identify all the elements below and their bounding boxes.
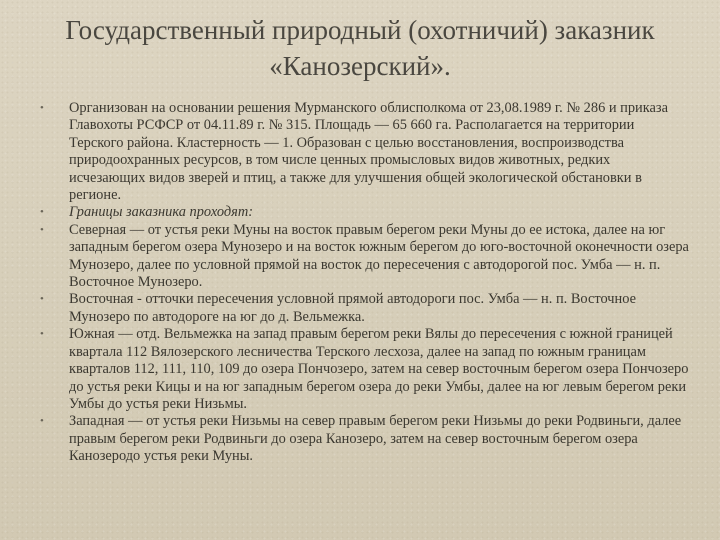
bullet-list xyxy=(40,100,690,466)
bullet-item-south-border xyxy=(40,326,690,413)
bullet-dot-icon: • xyxy=(40,415,44,428)
bullet-dot-icon: • xyxy=(40,293,44,306)
bullet-dot-icon: • xyxy=(40,102,44,114)
bullet-text: Северная — от устья реки Муны на восток правым берегом реки Муны до ее истока, далее на юг западным берегом озера Мунозеро и на восток южным берегом до юго-восточной оконечности озера Мунозеро, далее по условной прямой на восток до пересечения с автодорогой пос. Умба — н. п. Восточное Мунозеро. xyxy=(69,221,689,291)
bullet-text: Организован на основании решения Мурманского облисполкома от 23,08.1989 г. № 286 и приказа Главохоты РСФСР от 04.11.89 г. № 315. Площадь — 65 660 га. Располагается на территории Терского района. Кластерность — 1. Образован с целью восстановления, воспроизводства природоохранных ресурсов, в том числе ценных промысловых видов животных, редких исчезающих видов зверей и птиц, а также для улучшения общей экологической обстановки в регионе. xyxy=(69,100,668,204)
bullet-item-borders-heading xyxy=(40,204,690,221)
bullet-item-founding xyxy=(40,100,690,204)
bullet-text: Южная — отд. Вельмежка на запад правым берегом реки Вялы до пересечения с южной границей квартала 112 Вялозерского лесничества Терского лесхоза, далее на запад по южным границам кварталов 112, 111, 110, 109 до озера Пончозеро, затем на север восточным берегом озера Пончозеро до устья реки Кицы и на юг западным берегом озера до реки Умбы, далее на юг левым берегом реки Умбы до устья реки Низьмы. xyxy=(69,326,689,412)
bullet-dot-icon: • xyxy=(40,206,44,219)
bullet-text: Границы заказника проходят: xyxy=(69,204,254,221)
bullet-item-east-border xyxy=(40,291,690,326)
slide-title: Государственный природный (охотничий) заказник «Канозерский». xyxy=(65,15,655,81)
bullet-dot-icon: • xyxy=(40,223,44,236)
bullet-item-west-border xyxy=(40,413,690,465)
bullet-dot-icon: • xyxy=(40,328,44,341)
bullet-text: Восточная - отточки пересечения условной прямой автодороги пос. Умба — н. п. Восточное Мунозеро по автодороге на юг до д. Вельмежка. xyxy=(69,291,636,325)
bullet-item-north-border xyxy=(40,222,690,292)
bullet-text: Западная — от устья реки Низьмы на север правым берегом реки Низьмы до реки Родвиньги, далее правым берегом реки Родвиньги до озера Канозеро, затем на север восточным берегом озера Канозеродо устья реки Муны. xyxy=(69,413,682,465)
